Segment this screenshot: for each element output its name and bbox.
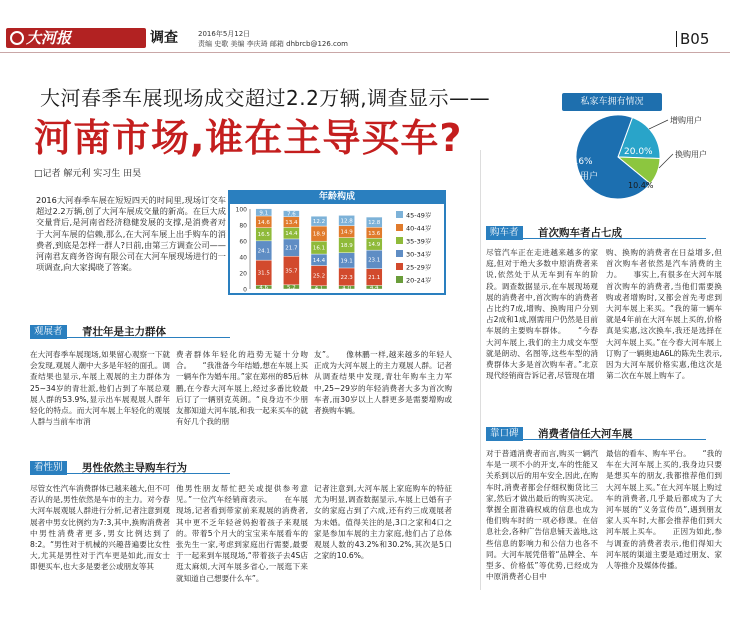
bar-value-label: 19.1 <box>340 258 353 265</box>
section-tag-viewers: 观展者 <box>30 325 67 339</box>
bar-value-label: 24.1 <box>257 248 270 255</box>
bar-value-label: 13.4 <box>285 220 298 227</box>
staff-credits: 责编 史歌 美编 李庆琦 邮箱 dhbrcb@126.com <box>198 40 349 48</box>
pie-chart-title: 私家车拥有情况 <box>562 93 662 111</box>
header-rule <box>0 52 730 53</box>
section2-col2: 他男性朋友帮忙把关或提供参考意见。”一位汽车经销商表示。 在车展现场,记者看到带家前来观展的消费者,其中更不乏年轻爸妈抱着孩子来观展的。带着5个月大的宝宝来车展看车的张先生一家,考虑到家庭出行需要,最要于一起来到车展现场,“带着孩子去4S店逛太麻烦,大河车展多省心,一展逛下来就知道自己想要什么车”。 <box>176 484 308 583</box>
section3-col1: 尽管汽车正在走进越来越多的家庭,但对于绝大多数中原消费者来说,依然处于从无车到有车的阶段。调查数据显示,在车展现场观展的消费者中,首次购车的消费者占比约7成,增购、换购用户分别占2成和1成,刚需用户仍然是目前车展的主要购车群体。 “今春大河车展上,我们的主力成交车型就是朗动、名图等,这些车型的消费群体大多是首次购车者。”北京现代经销商告诉记者,尽管现在增 <box>486 248 598 381</box>
section-tag-gender: 看性别 <box>30 461 67 475</box>
legend-label: 25-29岁 <box>406 263 432 272</box>
bar-value-label: 5.2 <box>287 284 296 291</box>
bar-value-label: 25.2 <box>312 273 326 280</box>
legend-swatch <box>396 250 403 257</box>
bar-value-label: 18.9 <box>312 231 326 238</box>
legend-label: 20-24岁 <box>406 276 432 285</box>
bar-value-label: 4.1 <box>314 285 324 292</box>
bar-value-label: 14.9 <box>368 242 381 249</box>
pie-chart <box>556 112 716 202</box>
bar-value-label: 14.4 <box>312 257 326 264</box>
bar-value-label: 35.7 <box>285 268 298 275</box>
section4-col2: 最信的看车、购车平台。 “我的车在大河车展上买的,我身边只要是想买车的朋友,我都推荐他们到大河车展上买。”在大河车展上购过车的消费者,几乎最后都成为了大河车展的“义务宣传员”,遇到朋友家人买车时,大都会推荐他们到大河车展上买车。 正因为如此,参与调查的消费者表示,他们得知大河车展的渠道主要是通过朋友、家人等推介及媒体传播。 <box>606 449 722 571</box>
section2-col1: 尽管女性汽车消费群体已越来越大,但不可否认的是,男性依然是车市的主力。对今春大河车展观展人群进行分析,记者注意到观展者中男女比例约为7:3,其中,换购消费者中男性消费者更多,男女比例达到了8:2。“男性对于机械的兴趣普遍要比女性大,尤其是男性对于汽车更是如此,而女士即便买车,也大多是要老公或朋友等其 <box>30 484 170 572</box>
masthead-logo-text: 大河报 <box>26 29 72 47</box>
legend-swatch <box>396 237 403 244</box>
issue-date: 2016年5月12日 <box>198 30 251 38</box>
section-tag-buyers: 购车者 <box>486 226 523 240</box>
bar-value-label: 12.2 <box>312 219 326 226</box>
bar-value-label: 18.9 <box>340 243 353 250</box>
y-tick-label: 60 <box>239 238 247 246</box>
bar-value-label: 12.8 <box>340 218 353 225</box>
section-title-viewers: 青壮年是主力群体 <box>82 326 166 338</box>
legend-swatch <box>396 224 403 231</box>
page-code: B05 <box>680 30 710 48</box>
section3-col2: 购、换购的消费者在日益增多,但首次购车者依然是汽车消费的主力。 事实上,有很多在大河车展首次购车的消费者,当他们需要换购或者增购时,又都会首先考虑到大河车展上来买。“我的第一辆车就是4年前在大河车展上买的,价格真是实惠,这次换车,我还是选择在大河车展上买。”在今春大河车展上订购了一辆奥迪A6L的陈先生表示,因为大河车展价格实惠,他这次是第二次在车展上购车了。 <box>606 248 722 381</box>
bar-value-label: 21.7 <box>285 245 298 252</box>
section1-col3: 友”。 像林鹏一样,越来越多的年轻人正成为大河车展上的主力观展人群。记者从调查结果中发现,青壮年购车主力军中,25~29岁的年轻消费者大多为首次购车者,而30岁以上人群更多是需要增购或者换购车辆。 <box>314 350 452 416</box>
legend-label: 40-44岁 <box>406 224 432 233</box>
bar-value-label: 4.0 <box>342 285 351 292</box>
section-tag: 调查 <box>150 30 178 46</box>
legend-swatch <box>396 276 403 283</box>
section2-col3: 记者注意到,大河车展上家庭购车的特征尤为明显,调查数据显示,车展上已婚有子女的家庭占到了六成,还有约三成观展者为未婚。值得关注的是,3口之家和4口之家是参加车展的主力家庭,他们占了总体观展人数的43.2%和30.2%,其次是5口之家的10.6%。 <box>314 484 452 561</box>
section1-col1: 在大河春季车展现场,如果留心观察一下就会发现,观展人潮中大多是年轻的面孔。调查结果也显示,车展上观展的主力群体为25~34岁的青壮派,他们占到了车展总观展人群的53.9%,显示出车展观展人群年轻化的特点。而大河车展上年轻化的观展人群与当前车市消 <box>30 350 170 427</box>
article-byline: □记者 解元利 实习生 田昊 <box>34 169 142 179</box>
section-title-buyers: 首次购车者占七成 <box>538 227 622 239</box>
section1-col2: 费者群体年轻化的趋势无疑十分吻合。 “我准备今年结婚,想在车展上买一辆车作为婚车用。”家在郑州的85后林鹏,在今春大河车展上,经过多番比较最后订了一辆别克英朗。“良身边不少朋友都知道大河车展,和我一起来买车的就有好几个我的朋 <box>176 350 308 427</box>
article-intro: 2016大河春季车展在短短四天的时间里,现场订交车超过2.2万辆,创了大河车展成交量的新高。在巨大成交量背后,是河南省经济稳健发展的支撑,是消费者对于大河车展的信赖,那么,在大河车展上出手购车的消费者,到底是怎样一群人?日前,由第三方调查公司——河南君友商务咨询有限公司在大河车展现场进行的一项调查,向大家揭晓了答案。 <box>36 195 226 273</box>
section-title-gender: 男性依然主导购车行为 <box>82 462 187 474</box>
y-tick-label: 40 <box>239 254 247 262</box>
bar-value-label: 13.6 <box>368 230 381 237</box>
pie-value-potential: 69.6% <box>564 157 593 167</box>
section-title-reputation: 消费者信任大河车展 <box>538 428 633 440</box>
legend-label: 35-39岁 <box>406 237 432 246</box>
article-headline: 河南市场,谁在主导买车? <box>34 116 463 160</box>
bar-value-label: 4.6 <box>259 285 269 292</box>
bar-value-label: 7.6 <box>287 211 296 218</box>
legend-label: 45-49岁 <box>406 211 432 220</box>
bar-value-label: 23.1 <box>368 257 381 264</box>
bar-value-label: 14.6 <box>257 219 270 226</box>
bar-value-label: 31.5 <box>257 270 270 277</box>
section4-col1: 对于普通消费者而言,购买一辆汽车是一项不小的开支,车的性能又关系到以后的用车安全,因此,在购车时,消费者都会仔细权衡货比三家,然后才做出最后的购买决定。掌握全面准确权威的信息也成为他们购车时的一项必修课。在信息社会,各种广告信息铺天盖地,这些信息的影响力和公信力也各不同。大河车展凭借着“品牌全、车型多、价格低”等优势,已经成为中原消费者心目中 <box>486 449 598 582</box>
bar-value-label: 14.4 <box>285 231 298 238</box>
bar-value-label: 22.3 <box>340 274 353 281</box>
page-code-divider <box>676 31 677 47</box>
pie-value-add: 20.0% <box>624 147 653 157</box>
y-tick-label: 80 <box>239 222 247 230</box>
pie-label-replace: 换购用户 <box>675 150 707 159</box>
bar-value-label: 16.5 <box>257 232 270 239</box>
bar-value-label: 16.1 <box>312 245 326 252</box>
age-stacked-bar-chart <box>230 205 444 293</box>
legend-swatch <box>396 211 403 218</box>
article-kicker: 大河春季车展现场成交超过2.2万辆,调查显示—— <box>40 86 491 110</box>
legend-label: 30-34岁 <box>406 250 432 259</box>
age-chart-title: 年龄构成 <box>228 190 446 204</box>
y-tick-label: 20 <box>239 270 247 278</box>
legend-swatch <box>396 263 403 270</box>
logo-mark-icon <box>10 31 24 45</box>
bar-value-label: 12.8 <box>368 220 381 227</box>
bar-value-label: 21.1 <box>368 275 381 282</box>
y-tick-label: 0 <box>243 286 247 293</box>
bar-value-label: 14.9 <box>340 229 353 236</box>
bar-value-label: 4.4 <box>369 285 379 292</box>
y-tick-label: 100 <box>235 206 247 214</box>
pie-label-potential: 潜在用户 <box>562 172 599 182</box>
bar-value-label: 9.1 <box>259 210 269 217</box>
pie-label-add: 增购用户 <box>670 116 702 125</box>
column-divider <box>480 150 481 590</box>
section-tag-reputation: 靠口碑 <box>486 427 523 441</box>
pie-value-replace: 10.4% <box>628 181 654 190</box>
